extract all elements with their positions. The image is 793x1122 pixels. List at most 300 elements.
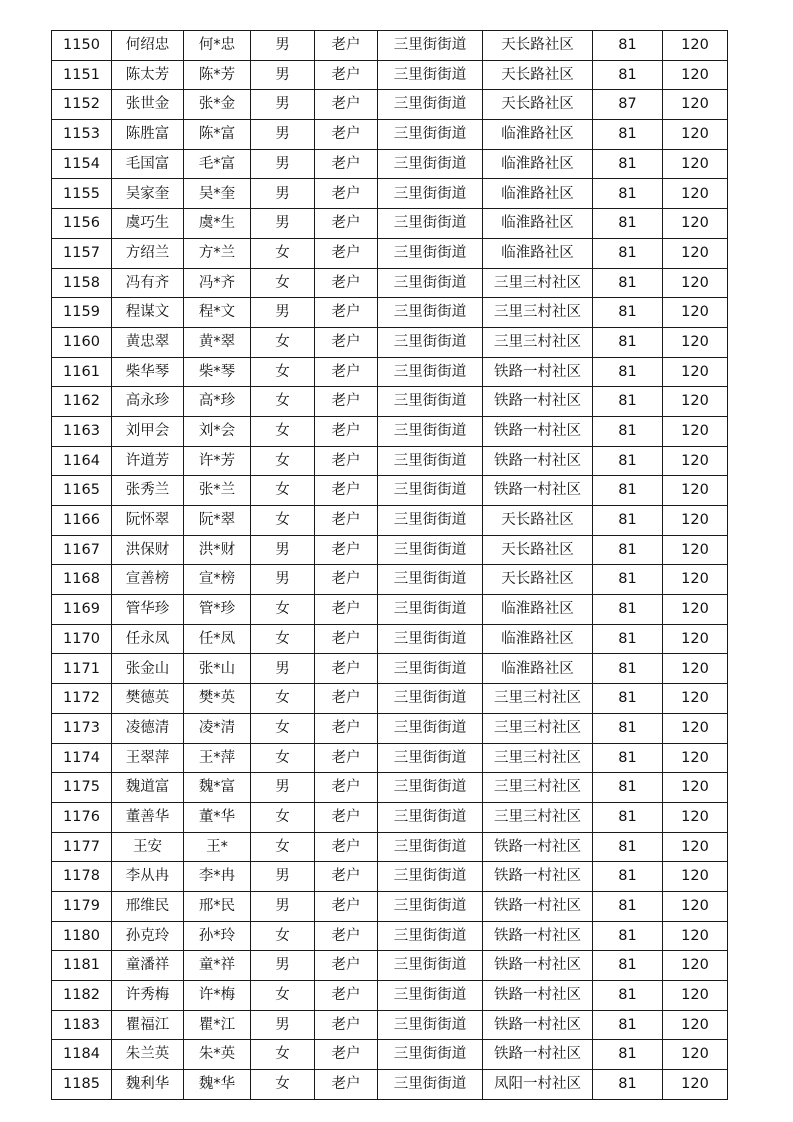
- cell-full-name: 李从冉: [112, 862, 184, 892]
- table-row: [52, 981, 728, 1011]
- cell-amount: 120: [663, 951, 728, 981]
- cell-household-type: 老户: [315, 624, 378, 654]
- table-row: [52, 595, 728, 625]
- cell-serial-number: 1162: [52, 387, 112, 417]
- table-row: [52, 1040, 728, 1070]
- cell-full-name: 童潘祥: [112, 951, 184, 981]
- cell-gender: 男: [251, 149, 315, 179]
- cell-community: 铁路一村社区: [483, 832, 593, 862]
- cell-amount: 120: [663, 535, 728, 565]
- cell-masked-name: 魏*华: [184, 1070, 251, 1100]
- cell-serial-number: 1185: [52, 1070, 112, 1100]
- cell-gender: 女: [251, 416, 315, 446]
- cell-gender: 男: [251, 862, 315, 892]
- cell-street: 三里街街道: [378, 595, 483, 625]
- cell-street: 三里街街道: [378, 535, 483, 565]
- cell-amount: 120: [663, 921, 728, 951]
- cell-street: 三里街街道: [378, 743, 483, 773]
- cell-gender: 女: [251, 981, 315, 1011]
- cell-household-type: 老户: [315, 209, 378, 239]
- cell-household-type: 老户: [315, 416, 378, 446]
- cell-full-name: 张秀兰: [112, 476, 184, 506]
- cell-household-type: 老户: [315, 654, 378, 684]
- table-row: [52, 1070, 728, 1100]
- cell-full-name: 任永凤: [112, 624, 184, 654]
- cell-gender: 男: [251, 31, 315, 61]
- cell-masked-name: 刘*会: [184, 416, 251, 446]
- cell-age: 81: [593, 535, 663, 565]
- cell-street: 三里街街道: [378, 238, 483, 268]
- cell-full-name: 程谋文: [112, 298, 184, 328]
- cell-community: 天长路社区: [483, 506, 593, 536]
- cell-serial-number: 1154: [52, 149, 112, 179]
- cell-masked-name: 凌*清: [184, 713, 251, 743]
- cell-household-type: 老户: [315, 1010, 378, 1040]
- cell-household-type: 老户: [315, 446, 378, 476]
- cell-community: 临淮路社区: [483, 209, 593, 239]
- cell-household-type: 老户: [315, 951, 378, 981]
- cell-age: 87: [593, 90, 663, 120]
- cell-household-type: 老户: [315, 684, 378, 714]
- cell-amount: 120: [663, 357, 728, 387]
- table-row: [52, 387, 728, 417]
- cell-community: 凤阳一村社区: [483, 1070, 593, 1100]
- cell-community: 临淮路社区: [483, 120, 593, 150]
- cell-masked-name: 魏*富: [184, 773, 251, 803]
- cell-gender: 男: [251, 179, 315, 209]
- table-row: [52, 773, 728, 803]
- cell-full-name: 柴华琴: [112, 357, 184, 387]
- cell-masked-name: 董*华: [184, 802, 251, 832]
- cell-full-name: 吴家奎: [112, 179, 184, 209]
- cell-gender: 女: [251, 1070, 315, 1100]
- cell-street: 三里街街道: [378, 179, 483, 209]
- cell-full-name: 何绍忠: [112, 31, 184, 61]
- cell-age: 81: [593, 832, 663, 862]
- cell-amount: 120: [663, 476, 728, 506]
- cell-gender: 女: [251, 921, 315, 951]
- cell-household-type: 老户: [315, 891, 378, 921]
- cell-amount: 120: [663, 149, 728, 179]
- cell-household-type: 老户: [315, 595, 378, 625]
- cell-masked-name: 高*珍: [184, 387, 251, 417]
- table-row: [52, 476, 728, 506]
- cell-community: 临淮路社区: [483, 179, 593, 209]
- table-row: [52, 120, 728, 150]
- cell-amount: 120: [663, 832, 728, 862]
- cell-household-type: 老户: [315, 149, 378, 179]
- cell-gender: 男: [251, 1010, 315, 1040]
- cell-masked-name: 李*冉: [184, 862, 251, 892]
- cell-community: 铁路一村社区: [483, 1040, 593, 1070]
- cell-masked-name: 宣*榜: [184, 565, 251, 595]
- cell-household-type: 老户: [315, 565, 378, 595]
- cell-age: 81: [593, 149, 663, 179]
- cell-age: 81: [593, 268, 663, 298]
- table-row: [52, 416, 728, 446]
- cell-amount: 120: [663, 506, 728, 536]
- cell-full-name: 陈胜富: [112, 120, 184, 150]
- cell-full-name: 虞巧生: [112, 209, 184, 239]
- cell-full-name: 陈太芳: [112, 60, 184, 90]
- cell-amount: 120: [663, 327, 728, 357]
- cell-serial-number: 1178: [52, 862, 112, 892]
- cell-street: 三里街街道: [378, 1070, 483, 1100]
- cell-community: 天长路社区: [483, 90, 593, 120]
- cell-community: 三里三村社区: [483, 684, 593, 714]
- cell-full-name: 魏道富: [112, 773, 184, 803]
- cell-amount: 120: [663, 565, 728, 595]
- cell-community: 铁路一村社区: [483, 891, 593, 921]
- cell-household-type: 老户: [315, 535, 378, 565]
- cell-full-name: 刘甲会: [112, 416, 184, 446]
- cell-amount: 120: [663, 802, 728, 832]
- table-row: [52, 862, 728, 892]
- cell-full-name: 朱兰英: [112, 1040, 184, 1070]
- cell-serial-number: 1176: [52, 802, 112, 832]
- cell-community: 天长路社区: [483, 31, 593, 61]
- table-row: [52, 179, 728, 209]
- cell-amount: 120: [663, 387, 728, 417]
- cell-full-name: 魏利华: [112, 1070, 184, 1100]
- cell-community: 三里三村社区: [483, 802, 593, 832]
- cell-full-name: 董善华: [112, 802, 184, 832]
- table-row: [52, 327, 728, 357]
- cell-gender: 男: [251, 298, 315, 328]
- cell-masked-name: 张*金: [184, 90, 251, 120]
- cell-street: 三里街街道: [378, 1010, 483, 1040]
- cell-amount: 120: [663, 298, 728, 328]
- cell-amount: 120: [663, 773, 728, 803]
- table-row: [52, 832, 728, 862]
- cell-community: 天长路社区: [483, 535, 593, 565]
- cell-masked-name: 管*珍: [184, 595, 251, 625]
- table-row: [52, 654, 728, 684]
- cell-household-type: 老户: [315, 238, 378, 268]
- table-row: [52, 1010, 728, 1040]
- cell-gender: 男: [251, 773, 315, 803]
- cell-age: 81: [593, 120, 663, 150]
- table-row: [52, 506, 728, 536]
- cell-masked-name: 王*萍: [184, 743, 251, 773]
- table-row: [52, 743, 728, 773]
- cell-serial-number: 1163: [52, 416, 112, 446]
- table-row: [52, 357, 728, 387]
- cell-full-name: 方绍兰: [112, 238, 184, 268]
- cell-household-type: 老户: [315, 357, 378, 387]
- cell-amount: 120: [663, 981, 728, 1011]
- cell-age: 81: [593, 684, 663, 714]
- cell-community: 铁路一村社区: [483, 951, 593, 981]
- cell-community: 天长路社区: [483, 60, 593, 90]
- cell-serial-number: 1179: [52, 891, 112, 921]
- cell-gender: 女: [251, 595, 315, 625]
- cell-full-name: 毛国富: [112, 149, 184, 179]
- cell-serial-number: 1165: [52, 476, 112, 506]
- roster-body: [52, 31, 728, 1100]
- cell-age: 81: [593, 713, 663, 743]
- cell-serial-number: 1175: [52, 773, 112, 803]
- table-row: [52, 238, 728, 268]
- cell-full-name: 凌德清: [112, 713, 184, 743]
- cell-serial-number: 1184: [52, 1040, 112, 1070]
- cell-street: 三里街街道: [378, 60, 483, 90]
- cell-community: 铁路一村社区: [483, 476, 593, 506]
- cell-household-type: 老户: [315, 268, 378, 298]
- cell-serial-number: 1173: [52, 713, 112, 743]
- cell-amount: 120: [663, 179, 728, 209]
- cell-age: 81: [593, 595, 663, 625]
- cell-gender: 男: [251, 535, 315, 565]
- cell-masked-name: 樊*英: [184, 684, 251, 714]
- cell-masked-name: 毛*富: [184, 149, 251, 179]
- cell-masked-name: 阮*翠: [184, 506, 251, 536]
- cell-community: 铁路一村社区: [483, 416, 593, 446]
- cell-street: 三里街街道: [378, 802, 483, 832]
- cell-community: 临淮路社区: [483, 149, 593, 179]
- cell-masked-name: 许*芳: [184, 446, 251, 476]
- cell-street: 三里街街道: [378, 506, 483, 536]
- cell-street: 三里街街道: [378, 891, 483, 921]
- cell-age: 81: [593, 476, 663, 506]
- cell-community: 三里三村社区: [483, 268, 593, 298]
- cell-street: 三里街街道: [378, 416, 483, 446]
- cell-serial-number: 1166: [52, 506, 112, 536]
- cell-street: 三里街街道: [378, 298, 483, 328]
- cell-serial-number: 1161: [52, 357, 112, 387]
- cell-age: 81: [593, 921, 663, 951]
- cell-full-name: 许秀梅: [112, 981, 184, 1011]
- cell-community: 铁路一村社区: [483, 446, 593, 476]
- cell-serial-number: 1177: [52, 832, 112, 862]
- table-row: [52, 60, 728, 90]
- cell-community: 三里三村社区: [483, 327, 593, 357]
- cell-amount: 120: [663, 1010, 728, 1040]
- cell-masked-name: 陈*富: [184, 120, 251, 150]
- cell-age: 81: [593, 179, 663, 209]
- cell-masked-name: 瞿*江: [184, 1010, 251, 1040]
- cell-community: 三里三村社区: [483, 298, 593, 328]
- table-row: [52, 684, 728, 714]
- cell-amount: 120: [663, 595, 728, 625]
- table-row: [52, 149, 728, 179]
- cell-household-type: 老户: [315, 327, 378, 357]
- cell-masked-name: 孙*玲: [184, 921, 251, 951]
- cell-masked-name: 童*祥: [184, 951, 251, 981]
- cell-serial-number: 1156: [52, 209, 112, 239]
- cell-gender: 女: [251, 506, 315, 536]
- cell-household-type: 老户: [315, 60, 378, 90]
- cell-serial-number: 1150: [52, 31, 112, 61]
- roster-table: [51, 30, 728, 1100]
- cell-age: 81: [593, 209, 663, 239]
- table-row: [52, 565, 728, 595]
- cell-full-name: 许道芳: [112, 446, 184, 476]
- cell-gender: 男: [251, 951, 315, 981]
- cell-masked-name: 张*兰: [184, 476, 251, 506]
- cell-gender: 女: [251, 802, 315, 832]
- cell-community: 铁路一村社区: [483, 357, 593, 387]
- cell-masked-name: 张*山: [184, 654, 251, 684]
- table-row: [52, 921, 728, 951]
- cell-amount: 120: [663, 31, 728, 61]
- cell-full-name: 樊德英: [112, 684, 184, 714]
- cell-street: 三里街街道: [378, 1040, 483, 1070]
- cell-community: 三里三村社区: [483, 713, 593, 743]
- cell-amount: 120: [663, 90, 728, 120]
- cell-age: 81: [593, 862, 663, 892]
- cell-serial-number: 1160: [52, 327, 112, 357]
- cell-household-type: 老户: [315, 387, 378, 417]
- cell-gender: 女: [251, 387, 315, 417]
- cell-gender: 女: [251, 327, 315, 357]
- table-row: [52, 31, 728, 61]
- table-row: [52, 802, 728, 832]
- cell-street: 三里街街道: [378, 773, 483, 803]
- cell-age: 81: [593, 446, 663, 476]
- table-row: [52, 268, 728, 298]
- cell-serial-number: 1180: [52, 921, 112, 951]
- cell-serial-number: 1168: [52, 565, 112, 595]
- cell-community: 三里三村社区: [483, 743, 593, 773]
- cell-gender: 女: [251, 832, 315, 862]
- roster-page: [51, 30, 727, 1100]
- cell-full-name: 王翠萍: [112, 743, 184, 773]
- cell-age: 81: [593, 565, 663, 595]
- cell-age: 81: [593, 416, 663, 446]
- cell-amount: 120: [663, 1070, 728, 1100]
- cell-age: 81: [593, 1040, 663, 1070]
- cell-serial-number: 1169: [52, 595, 112, 625]
- cell-full-name: 宣善榜: [112, 565, 184, 595]
- cell-street: 三里街街道: [378, 357, 483, 387]
- cell-gender: 男: [251, 60, 315, 90]
- cell-masked-name: 何*忠: [184, 31, 251, 61]
- cell-street: 三里街街道: [378, 832, 483, 862]
- cell-masked-name: 程*文: [184, 298, 251, 328]
- cell-street: 三里街街道: [378, 654, 483, 684]
- cell-street: 三里街街道: [378, 327, 483, 357]
- cell-masked-name: 任*凤: [184, 624, 251, 654]
- cell-age: 81: [593, 387, 663, 417]
- cell-gender: 女: [251, 684, 315, 714]
- cell-household-type: 老户: [315, 179, 378, 209]
- cell-gender: 男: [251, 209, 315, 239]
- cell-age: 81: [593, 981, 663, 1011]
- cell-community: 三里三村社区: [483, 773, 593, 803]
- cell-serial-number: 1170: [52, 624, 112, 654]
- cell-amount: 120: [663, 684, 728, 714]
- cell-gender: 男: [251, 120, 315, 150]
- cell-gender: 男: [251, 891, 315, 921]
- cell-age: 81: [593, 238, 663, 268]
- cell-age: 81: [593, 951, 663, 981]
- cell-full-name: 张世金: [112, 90, 184, 120]
- cell-household-type: 老户: [315, 773, 378, 803]
- cell-serial-number: 1181: [52, 951, 112, 981]
- cell-gender: 女: [251, 446, 315, 476]
- table-row: [52, 209, 728, 239]
- cell-street: 三里街街道: [378, 387, 483, 417]
- cell-age: 81: [593, 327, 663, 357]
- cell-community: 临淮路社区: [483, 595, 593, 625]
- cell-full-name: 王安: [112, 832, 184, 862]
- cell-amount: 120: [663, 891, 728, 921]
- cell-community: 铁路一村社区: [483, 981, 593, 1011]
- cell-masked-name: 朱*英: [184, 1040, 251, 1070]
- cell-street: 三里街街道: [378, 684, 483, 714]
- cell-household-type: 老户: [315, 832, 378, 862]
- cell-street: 三里街街道: [378, 565, 483, 595]
- cell-amount: 120: [663, 862, 728, 892]
- table-row: [52, 298, 728, 328]
- cell-serial-number: 1183: [52, 1010, 112, 1040]
- cell-household-type: 老户: [315, 90, 378, 120]
- cell-household-type: 老户: [315, 506, 378, 536]
- cell-age: 81: [593, 60, 663, 90]
- cell-serial-number: 1158: [52, 268, 112, 298]
- cell-masked-name: 吴*奎: [184, 179, 251, 209]
- cell-gender: 女: [251, 268, 315, 298]
- cell-amount: 120: [663, 209, 728, 239]
- cell-household-type: 老户: [315, 120, 378, 150]
- cell-street: 三里街街道: [378, 921, 483, 951]
- cell-age: 81: [593, 773, 663, 803]
- cell-street: 三里街街道: [378, 862, 483, 892]
- cell-serial-number: 1171: [52, 654, 112, 684]
- cell-household-type: 老户: [315, 476, 378, 506]
- cell-amount: 120: [663, 1040, 728, 1070]
- cell-household-type: 老户: [315, 1040, 378, 1070]
- cell-age: 81: [593, 1010, 663, 1040]
- table-row: [52, 891, 728, 921]
- cell-household-type: 老户: [315, 298, 378, 328]
- cell-masked-name: 王*: [184, 832, 251, 862]
- cell-community: 临淮路社区: [483, 624, 593, 654]
- cell-age: 81: [593, 654, 663, 684]
- cell-gender: 女: [251, 238, 315, 268]
- cell-community: 铁路一村社区: [483, 387, 593, 417]
- cell-masked-name: 邢*民: [184, 891, 251, 921]
- cell-community: 铁路一村社区: [483, 862, 593, 892]
- cell-gender: 女: [251, 476, 315, 506]
- cell-masked-name: 黄*翠: [184, 327, 251, 357]
- cell-gender: 男: [251, 654, 315, 684]
- cell-serial-number: 1159: [52, 298, 112, 328]
- cell-gender: 男: [251, 565, 315, 595]
- table-row: [52, 535, 728, 565]
- cell-full-name: 管华珍: [112, 595, 184, 625]
- cell-masked-name: 冯*齐: [184, 268, 251, 298]
- cell-street: 三里街街道: [378, 90, 483, 120]
- cell-full-name: 冯有齐: [112, 268, 184, 298]
- cell-household-type: 老户: [315, 31, 378, 61]
- cell-serial-number: 1174: [52, 743, 112, 773]
- cell-masked-name: 陈*芳: [184, 60, 251, 90]
- cell-age: 81: [593, 624, 663, 654]
- cell-household-type: 老户: [315, 1070, 378, 1100]
- cell-community: 天长路社区: [483, 565, 593, 595]
- table-row: [52, 624, 728, 654]
- cell-household-type: 老户: [315, 981, 378, 1011]
- cell-serial-number: 1157: [52, 238, 112, 268]
- cell-amount: 120: [663, 416, 728, 446]
- table-row: [52, 446, 728, 476]
- cell-street: 三里街街道: [378, 981, 483, 1011]
- cell-gender: 女: [251, 743, 315, 773]
- cell-household-type: 老户: [315, 862, 378, 892]
- cell-full-name: 黄忠翠: [112, 327, 184, 357]
